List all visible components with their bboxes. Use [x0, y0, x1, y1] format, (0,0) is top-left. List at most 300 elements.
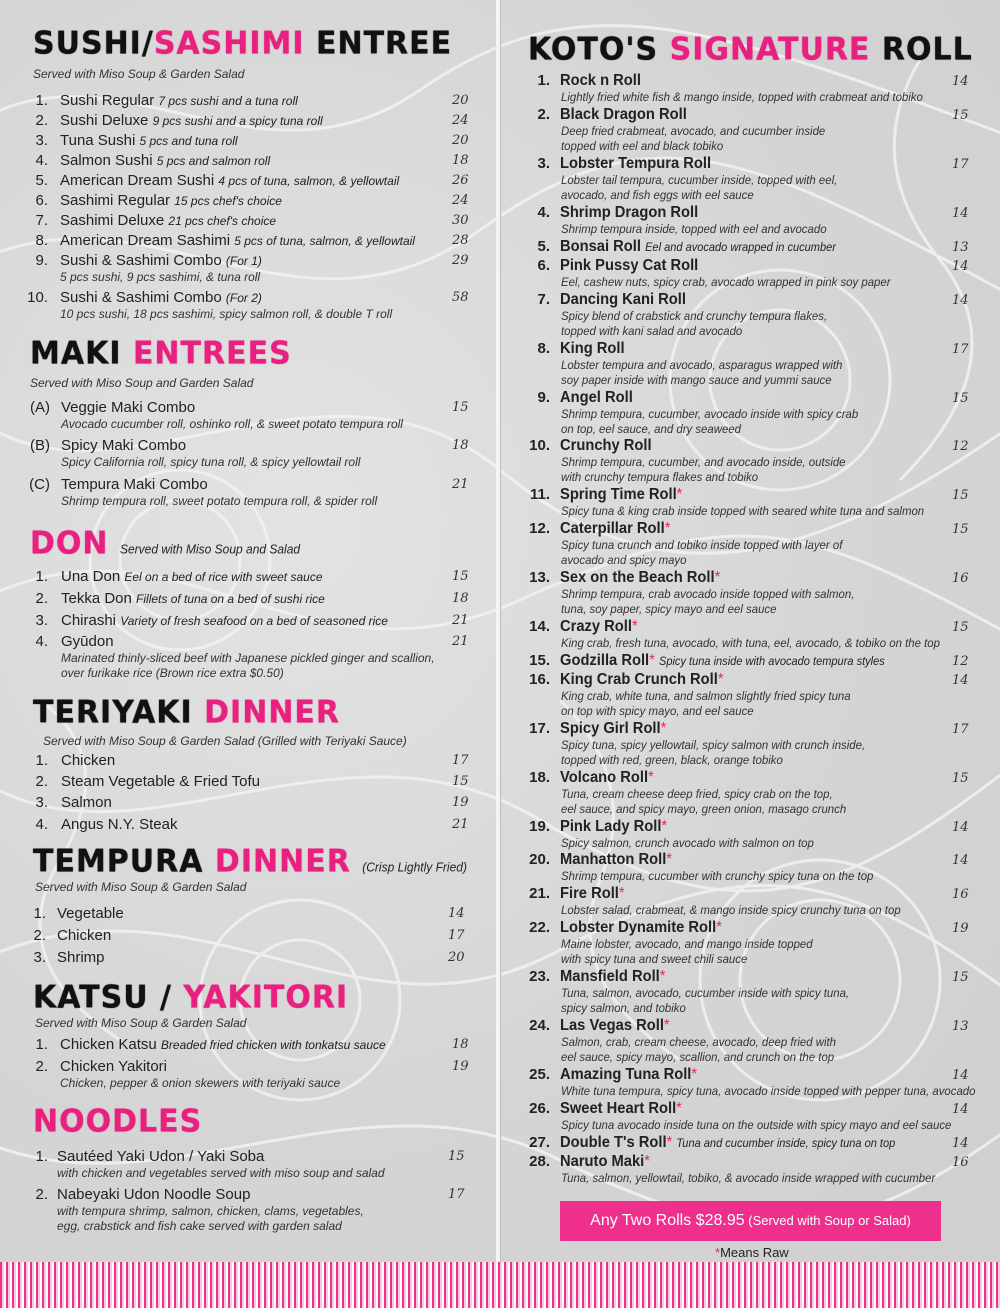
don-item-price: 21 [452, 634, 469, 649]
roll-price: 12 [952, 439, 969, 454]
raw-marker: * [618, 885, 625, 902]
tempura-item-name [57, 905, 124, 922]
roll-desc: Tuna, salmon, yellowtail, tobiko, & avocado inside wrapped with cucumber [561, 1171, 936, 1185]
sushi-item-title: American Dream Sashimi [60, 232, 231, 249]
roll-name [560, 569, 720, 587]
sushi-item-number: 9. [35, 252, 48, 269]
raw-marker: * [716, 919, 722, 936]
noodles-item-detail: egg, crabstick and fish cake served with garden salad [57, 1219, 342, 1233]
maki-item-name [61, 437, 186, 454]
roll-desc: Shrimp tempura, cucumber, and avocado inside, outside [561, 455, 846, 469]
roll-price: 14 [952, 206, 969, 221]
teriyaki-item-number: 4. [35, 816, 48, 833]
maki-item-detail: Avocado cucumber roll, oshinko roll, & sweet potato tempura roll [61, 417, 403, 431]
roll-number: 10. [529, 437, 550, 454]
roll-title: Volcano Roll [560, 769, 649, 786]
sushi-item-detail: 5 pcs sushi, 9 pcs sashimi, & tuna roll [60, 270, 261, 284]
sushi-item-price: 28 [452, 233, 469, 248]
roll-name [560, 720, 666, 738]
sushi-item-name [60, 192, 282, 209]
roll-number: 2. [537, 106, 550, 123]
sushi-item-price: 24 [452, 193, 469, 208]
roll-desc: Tuna, cream cheese deep fried, spicy crab on the top, [561, 787, 833, 801]
maki-item-title: Tempura Maki Combo [61, 476, 208, 493]
don-item-title: Tekka Don [61, 590, 132, 607]
roll-number: 22. [529, 919, 550, 936]
raw-marker: * [648, 769, 654, 786]
noodles-item-number: 2. [35, 1186, 48, 1203]
sushi-item-desc: 5 pcs and tuna roll [139, 134, 238, 148]
tempura-item-number: 1. [33, 905, 46, 922]
sushi-item-title: Sashimi Deluxe [60, 212, 165, 229]
sushi-item-number: 1. [35, 92, 48, 109]
sushi-item-name [60, 232, 415, 249]
roll-price: 16 [952, 1155, 969, 1170]
roll-title: Spring Time Roll [560, 486, 677, 503]
roll-desc: Spicy tuna avocado inside tuna on the outside with spicy mayo and eel sauce [561, 1118, 952, 1132]
roll-name [560, 618, 638, 636]
roll-number: 24. [529, 1017, 550, 1034]
roll-inline-desc: Tuna and cucumber inside, spicy tuna on top [676, 1136, 896, 1150]
roll-name [560, 671, 724, 689]
roll-name [560, 389, 633, 407]
sushi-item-title: Sushi & Sashimi Combo [60, 289, 222, 306]
roll-number: 21. [529, 885, 550, 902]
roll-price: 15 [952, 108, 969, 123]
roll-title: Mansfield Roll [560, 968, 660, 985]
roll-title: Manhatton Roll [560, 851, 667, 868]
roll-name [560, 238, 836, 256]
teriyaki-item-name [61, 773, 260, 790]
roll-desc: avocado and spicy mayo [561, 553, 687, 567]
roll-price: 14 [952, 1102, 969, 1117]
roll-price: 14 [952, 259, 969, 274]
roll-desc: Shrimp tempura inside, topped with eel and avocado [561, 222, 827, 236]
roll-title: King Roll [560, 340, 625, 357]
roll-name [560, 1153, 650, 1171]
raw-marker: * [676, 1100, 682, 1117]
noodles-item-detail: with chicken and vegetables served with miso soup and salad [57, 1166, 385, 1180]
don-item-desc: Fillets of tuna on a bed of sushi rice [136, 592, 325, 606]
sushi-item-name [60, 212, 276, 229]
roll-number: 8. [537, 340, 550, 357]
don-item-title: Una Don [61, 568, 121, 585]
tempura-item-title: Vegetable [57, 905, 124, 922]
roll-price: 15 [952, 522, 969, 537]
don-item-detail: over furikake rice (Brown rice extra $0.50) [61, 666, 284, 680]
roll-desc: spicy salmon, and tobiko [561, 1001, 686, 1015]
tempura-item-title: Chicken [57, 927, 112, 944]
sushi-item-desc: 5 pcs and salmon roll [156, 154, 271, 168]
roll-desc: Spicy blend of crabstick and crunchy tempura flakes, [561, 309, 828, 323]
sushi-item-desc: 7 pcs sushi and a tuna roll [158, 94, 298, 108]
teriyaki-item-price: 19 [452, 795, 469, 810]
sushi-item-detail: 10 pcs sushi, 18 pcs sashimi, spicy salmon roll, & double T roll [60, 307, 393, 321]
sushi-subtitle: Served with Miso Soup & Garden Salad [33, 67, 245, 81]
noodles-item-title: Sautéed Yaki Udon / Yaki Soba [57, 1148, 265, 1165]
sushi-item-desc: 5 pcs of tuna, salmon, & yellowtail [234, 234, 415, 248]
roll-desc: Lightly fried white fish & mango inside, topped with crabmeat and tobiko [561, 90, 923, 104]
sushi-item-title: Sushi & Sashimi Combo [60, 252, 222, 269]
don-item-number: 3. [35, 612, 48, 629]
noodles-item-name [57, 1186, 250, 1203]
roll-desc: Spicy tuna crunch and tobiko inside topped with layer of [561, 538, 843, 552]
katsu-subtitle: Served with Miso Soup & Garden Salad [35, 1016, 247, 1030]
sushi-item-title: Sushi Deluxe [60, 112, 149, 129]
teriyaki-item-title: Salmon [61, 794, 112, 811]
roll-number: 12. [529, 520, 550, 537]
sushi-item-number: 5. [35, 172, 48, 189]
sushi-item-number: 6. [35, 192, 48, 209]
sushi-item-name [60, 289, 262, 306]
roll-desc: tuna, soy paper, spicy mayo and eel sauce [561, 602, 777, 616]
teriyaki-item-price: 17 [452, 753, 469, 768]
tempura-item-number: 2. [33, 927, 46, 944]
roll-desc: Tuna, salmon, avocado, cucumber inside with spicy tuna, [561, 986, 850, 1000]
sushi-item-number: 2. [35, 112, 48, 129]
maki-item-number: (B) [30, 437, 50, 454]
roll-name [560, 204, 698, 222]
roll-title: Sex on the Beach Roll [560, 569, 715, 586]
roll-desc: eel sauce, and spicy mayo, green onion, masago crunch [561, 802, 847, 816]
sushi-item-name [60, 92, 298, 109]
roll-number: 15. [529, 652, 550, 669]
roll-title: Pink Pussy Cat Roll [560, 257, 699, 274]
teriyaki-heading: TERIYAKI DINNER [33, 694, 341, 731]
noodles-item-detail: with tempura shrimp, salmon, chicken, clams, vegetables, [57, 1204, 364, 1218]
sushi-item-desc: 4 pcs of tuna, salmon, & yellowtail [218, 174, 400, 188]
roll-number: 5. [537, 238, 550, 255]
maki-subtitle: Served with Miso Soup and Garden Salad [30, 376, 254, 390]
roll-price: 14 [952, 673, 969, 688]
roll-price: 17 [952, 157, 969, 172]
roll-price: 14 [952, 293, 969, 308]
roll-number: 9. [537, 389, 550, 406]
roll-desc: White tuna tempura, spicy tuna, avocado inside topped with pepper tuna, avocado [561, 1084, 976, 1098]
roll-title: Lobster Dynamite Roll [560, 919, 717, 936]
maki-item-number: (A) [30, 399, 50, 416]
don-item-detail: Marinated thinly-sliced beef with Japanese pickled ginger and scallion, [61, 651, 435, 665]
sushi-item-name [60, 252, 262, 269]
roll-desc: Shrimp tempura, crab avocado inside topped with salmon, [561, 587, 855, 601]
roll-name [560, 520, 670, 538]
raw-marker: * [664, 520, 671, 537]
roll-name [560, 919, 722, 937]
roll-name [560, 1134, 895, 1152]
roll-desc: Lobster tempura and avocado, asparagus wrapped with [561, 358, 843, 372]
sushi-item-number: 3. [35, 132, 48, 149]
noodles-item-number: 1. [35, 1148, 48, 1165]
roll-price: 16 [952, 887, 969, 902]
sushi-item-price: 20 [452, 133, 469, 148]
don-item-title: Chirashi [61, 612, 117, 629]
don-item-name [61, 633, 114, 650]
raw-marker: * [649, 652, 655, 669]
raw-marker: * [714, 569, 721, 586]
maki-item-name [61, 476, 208, 493]
roll-desc: Shrimp tempura, cucumber with crunchy spicy tuna on the top [561, 869, 874, 883]
roll-name [560, 437, 652, 455]
raw-marker: * [661, 818, 668, 835]
roll-price: 13 [952, 1019, 969, 1034]
sushi-item-title: Sashimi Regular [60, 192, 171, 209]
tempura-item-price: 17 [448, 928, 465, 943]
promo-banner: Any Two Rolls $28.95 (Served with Soup or Salad) [560, 1201, 941, 1241]
roll-number: 27. [529, 1134, 550, 1151]
katsu-heading: KATSU / YAKITORI [33, 979, 349, 1016]
roll-title: Angel Roll [560, 389, 633, 406]
sushi-item-price: 20 [452, 93, 469, 108]
raw-legend: *Means Raw [715, 1245, 789, 1260]
teriyaki-item-price: 15 [452, 774, 469, 789]
roll-number: 14. [529, 618, 550, 635]
roll-price: 12 [952, 654, 969, 669]
don-item-number: 4. [35, 633, 48, 650]
don-item-price: 18 [452, 591, 469, 606]
roll-number: 25. [529, 1066, 550, 1083]
sushi-item-price: 26 [452, 173, 469, 188]
roll-number: 18. [529, 769, 550, 786]
roll-number: 4. [537, 204, 550, 221]
roll-name [560, 1066, 697, 1084]
roll-title: Sweet Heart Roll [560, 1100, 677, 1117]
teriyaki-item-number: 1. [35, 752, 48, 769]
roll-number: 11. [529, 486, 550, 503]
katsu-item-name [60, 1058, 167, 1075]
roll-title: Double T's Roll [560, 1134, 667, 1151]
teriyaki-item-price: 21 [452, 817, 469, 832]
sushi-item-name [60, 112, 323, 129]
roll-desc: Salmon, crab, cream cheese, avocado, deep fried with [561, 1035, 837, 1049]
roll-desc: topped with red, green, black, orange tobiko [561, 753, 783, 767]
roll-name [560, 155, 711, 173]
roll-title: Shrimp Dragon Roll [560, 204, 699, 221]
rolls-heading: KOTO'S SIGNATURE ROLL [528, 31, 973, 68]
teriyaki-subtitle: Served with Miso Soup & Garden Salad (Grilled with Teriyaki Sauce) [43, 734, 407, 748]
raw-marker: * [660, 720, 667, 737]
roll-title: Bonsai Roll [560, 238, 641, 255]
sushi-item-price: 18 [452, 153, 469, 168]
raw-marker: * [717, 671, 724, 688]
roll-name [560, 885, 625, 903]
roll-name [560, 1017, 670, 1035]
noodles-item-name [57, 1148, 264, 1165]
roll-name [560, 818, 667, 836]
roll-name [560, 769, 654, 787]
roll-price: 15 [952, 620, 969, 635]
roll-desc: Spicy salmon, crunch avocado with salmon on top [561, 836, 814, 850]
roll-title: Las Vegas Roll [560, 1017, 664, 1034]
roll-price: 14 [952, 1068, 969, 1083]
roll-number: 23. [529, 968, 550, 985]
sushi-item-name [60, 172, 399, 189]
sushi-item-price: 58 [452, 290, 469, 305]
roll-number: 20. [529, 851, 550, 868]
stripe-border [0, 1262, 1000, 1308]
sushi-item-desc: 9 pcs sushi and a spicy tuna roll [152, 114, 323, 128]
roll-price: 15 [952, 970, 969, 985]
don-item-price: 15 [452, 569, 469, 584]
katsu-item-number: 2. [35, 1058, 48, 1075]
roll-desc: Shrimp tempura, cucumber, avocado inside with spicy crab [561, 407, 859, 421]
katsu-item-desc: Breaded fried chicken with tonkatsu sauce [160, 1038, 386, 1052]
katsu-item-detail: Chicken, pepper & onion skewers with teriyaki sauce [60, 1076, 341, 1090]
tempura-note: (Crisp Lightly Fried) [362, 859, 467, 875]
raw-marker: * [666, 1134, 673, 1151]
sushi-item-desc: 21 pcs chef's choice [168, 214, 277, 228]
roll-desc: Spicy tuna & king crab inside topped with seared white tuna and salmon [561, 504, 925, 518]
tempura-item-name [57, 927, 111, 944]
raw-marker: * [631, 618, 638, 635]
teriyaki-item-name [61, 816, 177, 833]
don-item-name [61, 590, 325, 607]
tempura-item-price: 20 [448, 950, 465, 965]
teriyaki-item-number: 3. [35, 794, 48, 811]
sushi-item-number: 7. [35, 212, 48, 229]
raw-marker: * [666, 851, 673, 868]
tempura-item-name [57, 949, 105, 966]
sushi-item-number: 8. [35, 232, 48, 249]
maki-heading: MAKI ENTREES [30, 335, 292, 372]
tempura-heading: TEMPURA DINNER (Crisp Lightly Fried) [33, 843, 467, 880]
katsu-item-price: 19 [452, 1059, 469, 1074]
roll-desc: Deep fried crabmeat, avocado, and cucumber inside [561, 124, 826, 138]
maki-item-title: Spicy Maki Combo [61, 437, 187, 454]
roll-desc: avocado, and fish eggs with eel sauce [561, 188, 754, 202]
teriyaki-item-name [61, 752, 115, 769]
don-heading: DON Served with Miso Soup and Salad [30, 525, 301, 562]
raw-marker: * [659, 968, 666, 985]
teriyaki-item-name [61, 794, 112, 811]
roll-price: 14 [952, 74, 969, 89]
roll-price: 13 [952, 240, 969, 255]
roll-title: Dancing Kani Roll [560, 291, 686, 308]
don-item-title: Gyūdon [61, 633, 114, 650]
katsu-item-name [60, 1036, 386, 1053]
maki-item-name [61, 399, 195, 416]
roll-price: 17 [952, 342, 969, 357]
roll-name [560, 486, 682, 504]
roll-title: Pink Lady Roll [560, 818, 662, 835]
roll-desc: with spicy tuna and sweet chili sauce [561, 952, 748, 966]
roll-number: 28. [529, 1153, 550, 1170]
teriyaki-item-number: 2. [35, 773, 48, 790]
katsu-item-title: Chicken Yakitori [60, 1058, 167, 1075]
don-item-number: 2. [35, 590, 48, 607]
roll-number: 16. [529, 671, 550, 688]
roll-price: 15 [952, 488, 969, 503]
roll-price: 17 [952, 722, 969, 737]
maki-item-title: Veggie Maki Combo [61, 399, 196, 416]
roll-name [560, 968, 666, 986]
sushi-item-desc: (For 2) [225, 291, 262, 305]
roll-price: 19 [952, 921, 969, 936]
sushi-item-price: 30 [452, 213, 469, 228]
roll-price: 14 [952, 1136, 969, 1151]
sushi-item-name [60, 152, 270, 169]
roll-desc: topped with kani salad and avocado [561, 324, 743, 338]
roll-name [560, 340, 625, 358]
roll-number: 17. [529, 720, 550, 737]
maki-item-price: 21 [452, 477, 469, 492]
roll-desc: Lobster tail tempura, cucumber inside, topped with eel, [561, 173, 838, 187]
tempura-item-price: 14 [448, 906, 465, 921]
roll-name [560, 652, 885, 670]
noodles-item-title: Nabeyaki Udon Noodle Soup [57, 1186, 251, 1203]
sushi-item-price: 24 [452, 113, 469, 128]
roll-name [560, 1100, 682, 1118]
roll-desc: Lobster salad, crabmeat, & mango inside spicy crunchy tuna on top [561, 903, 901, 917]
roll-name [560, 72, 641, 90]
roll-title: Spicy Girl Roll [560, 720, 661, 737]
don-subtitle: Served with Miso Soup and Salad [119, 541, 301, 557]
don-item-price: 21 [452, 613, 469, 628]
sushi-heading: SUSHI/SASHIMI ENTREE [33, 25, 453, 62]
maki-item-number: (C) [29, 476, 50, 493]
roll-title: Black Dragon Roll [560, 106, 687, 123]
sushi-item-title: American Dream Sushi [60, 172, 215, 189]
sushi-item-title: Salmon Sushi [60, 152, 153, 169]
raw-marker: * [663, 1017, 670, 1034]
roll-title: Lobster Tempura Roll [560, 155, 712, 172]
katsu-item-price: 18 [452, 1037, 469, 1052]
roll-desc: on top, eel sauce, and dry seaweed [561, 422, 741, 436]
maki-item-price: 15 [452, 400, 469, 415]
teriyaki-item-title: Chicken [61, 752, 116, 769]
tempura-item-title: Shrimp [57, 949, 105, 966]
roll-number: 13. [529, 569, 550, 586]
roll-desc: with crunchy tempura flakes and tobiko [561, 470, 759, 484]
roll-price: 15 [952, 391, 969, 406]
don-item-number: 1. [35, 568, 48, 585]
roll-title: King Crab Crunch Roll [560, 671, 718, 688]
roll-inline-desc: Spicy tuna inside with avocado tempura styles [658, 654, 885, 668]
roll-title: Caterpillar Roll [560, 520, 665, 537]
tempura-item-number: 3. [33, 949, 46, 966]
sushi-item-price: 29 [452, 253, 469, 268]
roll-number: 3. [537, 155, 550, 172]
roll-desc: on top with spicy mayo, and eel sauce [561, 704, 754, 718]
katsu-item-number: 1. [35, 1036, 48, 1053]
roll-title: Naruto Maki [560, 1153, 645, 1170]
noodles-item-price: 15 [448, 1149, 465, 1164]
roll-price: 16 [952, 571, 969, 586]
noodles-heading: NOODLES [33, 1103, 203, 1140]
sushi-item-number: 4. [35, 152, 48, 169]
roll-number: 1. [537, 72, 550, 89]
sushi-item-number: 10. [27, 289, 48, 306]
roll-name [560, 291, 686, 309]
sushi-item-name [60, 132, 238, 149]
raw-marker: * [691, 1066, 698, 1083]
roll-desc: topped with eel and black tobiko [561, 139, 724, 153]
roll-price: 14 [952, 853, 969, 868]
katsu-item-title: Chicken Katsu [60, 1036, 157, 1053]
roll-desc: eel sauce, spicy mayo, scallion, and crunch on the top [561, 1050, 835, 1064]
sushi-item-title: Sushi Regular [60, 92, 155, 109]
roll-desc: King crab, fresh tuna, avocado, with tuna, eel, avocado, & tobiko on the top [561, 636, 940, 650]
sushi-item-desc: 15 pcs chef's choice [174, 194, 282, 208]
don-item-name [61, 612, 388, 629]
maki-item-detail: Shrimp tempura roll, sweet potato tempura roll, & spider roll [61, 494, 378, 508]
roll-number: 26. [529, 1100, 550, 1117]
roll-title: Rock n Roll [560, 72, 641, 89]
roll-inline-desc: Eel and avocado wrapped in cucumber [645, 240, 836, 254]
roll-price: 14 [952, 820, 969, 835]
roll-name [560, 106, 687, 124]
raw-marker: * [644, 1153, 650, 1170]
roll-desc: Spicy tuna, spicy yellowtail, spicy salmon with crunch inside, [561, 738, 866, 752]
